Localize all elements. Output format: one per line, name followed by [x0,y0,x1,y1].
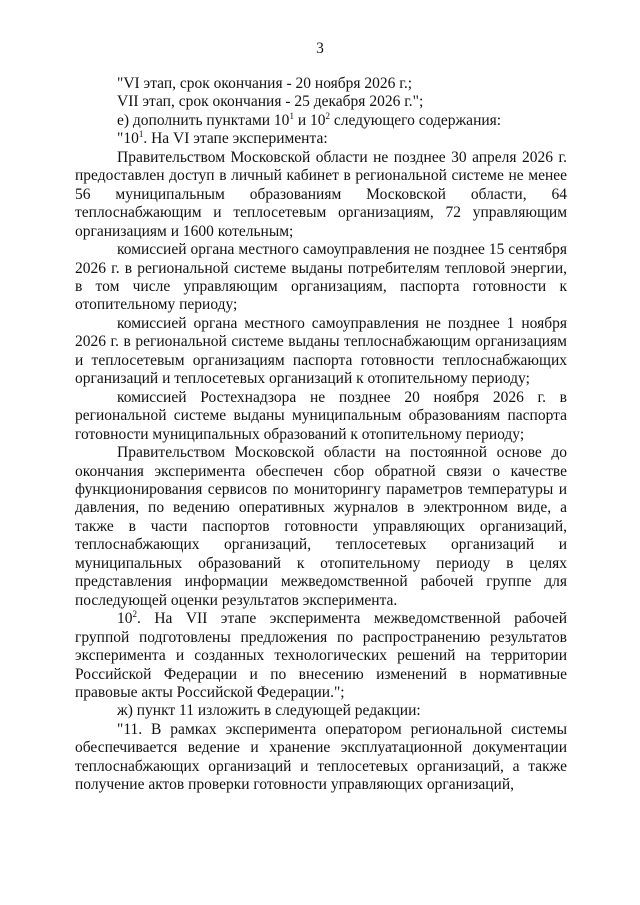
point-10-1-text: . На VI этапе эксперимента: [143,130,328,148]
superscript-2: 2 [132,609,137,620]
superscript-1: 1 [289,110,294,121]
page-number: 3 [316,40,324,57]
paragraph-item-zh-intro: ж) пункт 11 изложить в следующей редакции: [117,702,421,720]
paragraph-rostekhnadzor: комиссией Ростехнадзора не позднее 20 ноября 2026 г. в региональной системе выданы муниципальным образованиям паспорта готовности муниципальных образований к отопительному периоду; [75,388,567,443]
paragraph-feedback-collection: Правительством Московской области на постоянной основе до окончания эксперимента обеспечен сбор обратной связи о качестве функционирования сервисов по мониторингу параметров температуры и давления, по ведению оперативных журналов в электронном виде, а также в части паспортов готовности управляющих организаций, теплоснабжающих организаций, теплосетевых организаций и муниципальных образований к отопительному периоду в целях представления информации межведомственной рабочей группе для последующей оценки результатов эксперимента. [75,444,567,609]
point-10-2-number: 10 [117,610,133,628]
paragraph-point-10-1-heading [75,130,567,148]
item-e-text-start: е) дополнить пунктами 10 [117,111,290,129]
paragraph-stage-7-deadline: VII этап, срок окончания - 25 декабря 2026 г."; [117,93,424,111]
superscript-1: 1 [138,129,144,140]
point-10-1-number: "10 [117,130,139,148]
superscript-2: 2 [325,110,330,121]
point-10-2-text: . На VII этапе эксперимента межведомственной рабочей группой подготовлены предложения по распространению результатов эксперимента и созданных технологических решений на территории Российской Федерации и по внесению изменений в нормативные правовые акты Российской Федерации."; [75,610,567,701]
paragraph-government-access: Правительством Московской области не позднее 30 апреля 2026 г. предоставлен доступ в личный кабинет в региональной системе не менее 56 муниципальным образованиям Московской области, 64 теплоснабжающим и теплосетевым организациям, 72 управляющим организациям и 1600 котельным; [75,148,567,240]
paragraph-stage-6-deadline: "VI этап, срок окончания - 20 ноября 2026 г.; [117,75,413,92]
item-e-text-end: следующего содержания: [329,111,502,129]
paragraph-point-11: "11. В рамках эксперимента оператором региональной системы обеспечивается ведение и хранение эксплуатационной документации теплоснабжающих организаций и теплосетевых организаций, а также получение актов проверки готовности управляющих организаций, [75,720,567,794]
paragraph-item-e-intro [75,112,567,130]
paragraph-point-10-2 [75,610,567,702]
paragraph-commission-heat-orgs: комиссией органа местного самоуправления не позднее 1 ноября 2026 г. в региональной системе выданы теплоснабжающим организациям и теплосетевым организациям паспорта готовности теплоснабжающих организаций и теплосетевых организаций к отопительному периоду; [75,314,567,388]
item-e-text-middle: и 10 [293,111,326,129]
document-body [75,75,567,795]
paragraph-commission-consumers: комиссией органа местного самоуправления не позднее 15 сентября 2026 г. в региональной системе выданы потребителям тепловой энергии, в том числе управляющим организациям, паспорта готовности к отопительному периоду; [75,241,567,314]
